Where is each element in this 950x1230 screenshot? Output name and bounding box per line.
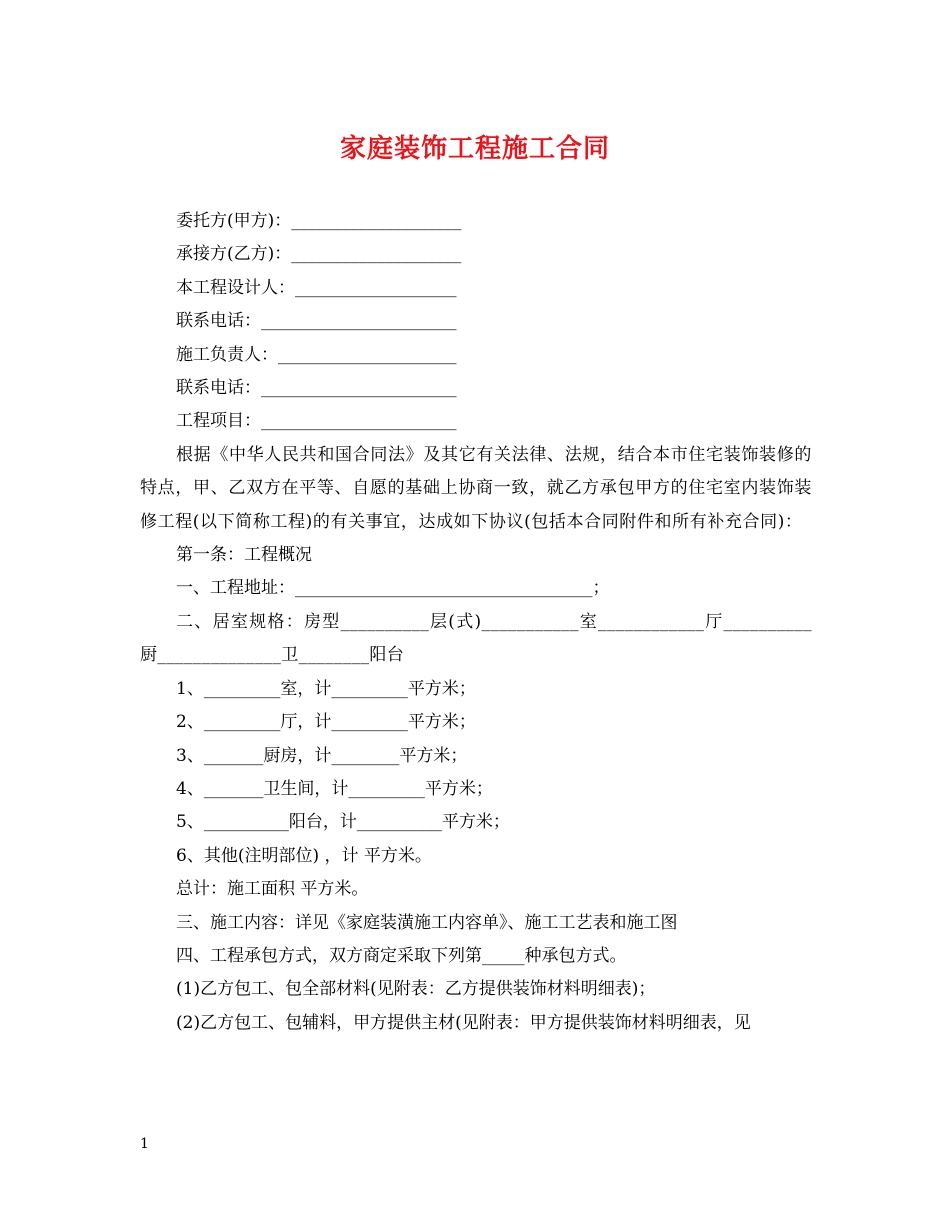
construction-manager-line: 施工负责人：_____________________ [176,344,457,365]
room-spec-paragraph: 二、居室规格：房型__________层(式)___________室____________厅__________厨______________卫________阳台 [140,611,812,666]
room-item: 1、_________室，计_________平方米； [176,678,476,699]
room-item: 2、_________厅，计_________平方米； [176,712,476,733]
total-area-line: 总计：施工面积 平方米。 [176,879,369,900]
article-1-heading: 第一条：工程概况 [176,545,312,566]
contractor-party-line: 承接方(乙方)：____________________ [176,244,462,265]
contract-method-line: 四、工程承包方式，双方商定采取下列第_____种承包方式。 [176,945,627,966]
document-body [140,205,812,1040]
address-line: 一、工程地址：___________________________________； [176,578,610,599]
client-party-line: 委托方(甲方)：____________________ [176,211,462,231]
page-number: 1 [140,1136,149,1152]
room-item: 5、__________阳台，计__________平方米； [176,812,510,833]
designer-line: 本工程设计人：___________________ [176,277,457,298]
manager-phone-line: 联系电话：_______________________ [176,378,457,399]
construction-content-line: 三、施工内容：详见《家庭装潢施工内容单》、施工工艺表和施工图 [176,912,678,933]
intro-paragraph: 根据《中华人民共和国合同法》及其它有关法律、法规，结合本市住宅装饰装修的特点，甲、乙双方在平等、自愿的基础上协商一致，就乙方承包甲方的住宅室内装饰装修工程(以下简称工程)的有关事宜，达成如下协议(包括本合同附件和所有补充合同)： [140,444,812,532]
project-line: 工程项目：_______________________ [176,411,457,432]
contract-option-2: (2)乙方包工、包辅料，甲方提供主材(见附表：甲方提供装饰材料明细表，见 [176,1012,751,1033]
room-item: 4、_______卫生间，计_________平方米； [176,778,493,799]
document-title: 家庭装饰工程施工合同 [339,134,610,164]
designer-phone-line: 联系电话：_______________________ [176,311,457,332]
contract-option-1: (1)乙方包工、包全部材料(见附表：乙方提供装饰材料明细表)； [176,979,656,1000]
room-item: 6、其他(注明部位) ，计 平方米。 [176,845,432,866]
room-item: 3、_______厨房，计________平方米； [176,745,468,766]
